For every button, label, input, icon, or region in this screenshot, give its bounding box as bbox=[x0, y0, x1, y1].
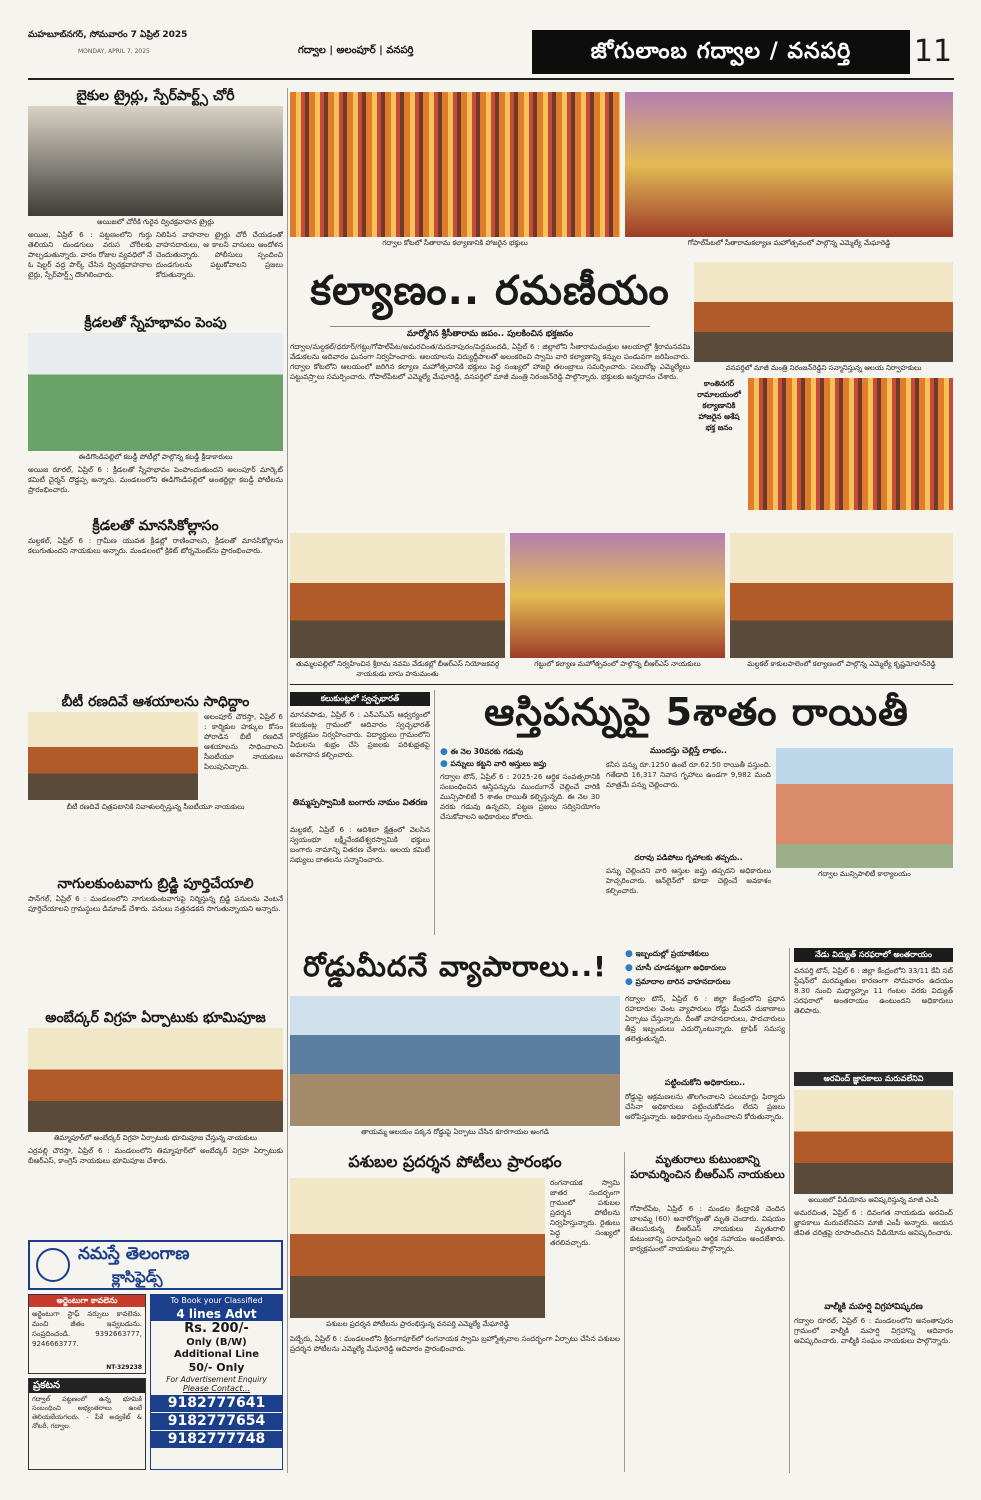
booking-price: Rs. 200/- bbox=[184, 1321, 249, 1336]
wanted-body: అర్జెంటుగా స్టాఫ్ నర్సులు కావలెను. మంచి జీతం ఇవ్వబడును. సంప్రదించండి. 9392663777, 9246663777. bbox=[32, 1310, 142, 1348]
booking-lines: 4 lines Advt bbox=[151, 1307, 282, 1321]
vyaparam-bullet-2: ● చూసీ చూడనట్లుగా అధికారులు bbox=[625, 963, 727, 973]
bridge-body: పాన్‌గల్, ఏప్రిల్ 6 : మండలంలోని నాగులకుంటవాగుపై నిర్మిస్తున్న బ్రిడ్జి పనులను వెంటనే పూర్తిచేయాలని గ్రామస్థులు డిమాండ్ చేశారు. పనులు నత్తనడకన సాగుతున్నాయని అన్నారు. bbox=[28, 894, 283, 913]
vyaparam-bullet-2-text: చూసీ చూడనట్లుగా అధికారులు bbox=[635, 963, 727, 972]
column-divider bbox=[624, 1152, 625, 1472]
classified-seal-icon bbox=[36, 1248, 70, 1282]
property-caption: గద్వాల మున్సిపాలిటీ కార్యాలయం bbox=[818, 870, 911, 878]
bike-caption: అయిజలో చోరీకి గురైన ద్విచక్రవాహన ట్రైర్లు bbox=[97, 218, 214, 226]
ambedkar-body: ఎర్రవల్లి చౌరస్తా, ఏప్రిల్ 6 : మండలంలోని తిమ్మాపూర్‌లో అంబేద్కర్ విగ్రహ ఏర్పాటుకు బీఆర్‌ఎస్, కాంగ్రెస్ నాయకులు భూమిపూజ చేశారు. bbox=[28, 1146, 283, 1165]
cattle-caption: పశుబల ప్రదర్శన పోటీలను ప్రారంభిస్తున్న వనపర్తి ఎమ్మెల్యే మేఘారెడ్డి bbox=[326, 1320, 509, 1328]
column-divider bbox=[287, 88, 288, 1473]
property-box-body: కనీస పన్ను రూ.1250 ఉంటే రూ.62.50 రాయితీ వస్తుంది. గతేడాది 16,317 నివాస గృహాలు ఉండగా 9,982 మంది మాత్రమే పన్ను చెల్లించారు. bbox=[606, 760, 771, 789]
power-headline: నేడు విద్యుత్ సరఫరాలో అంతరాయం bbox=[794, 948, 953, 962]
vyaparam-body2: రోడ్డుపై ఆక్రమణలను తొలగించాలని పలుమార్లు ఫిర్యాదు చేసినా అధికారులు పట్టించుకోవడం లేదని ప్రజలు ఆరోపిస్తున్నారు. అధికారులు స్పందించాలని కోరుతున్నారు. bbox=[625, 1092, 785, 1121]
vyaparam-bullet-3: ● ప్రమాదాల బారిన వాహనదారులు bbox=[625, 977, 731, 987]
vyaparam-photo bbox=[290, 996, 620, 1126]
property-sub2: దరావు పడిపోలు గృహాలకు తప్పదు.. bbox=[634, 853, 743, 862]
property-body2: పన్ను చెల్లించని వారి ఆస్తుల జప్తు తప్పదని అధికారులు హెచ్చరించారు. ఆన్‌లైన్‌లో కూడా చెల్లించే అవకాశం కల్పించారు. bbox=[606, 866, 771, 895]
prakatana-body: గద్వాల్ పట్టణంలో ఉన్న భూమికి సంబంధించి అభ్యంతరాలు ఉంటే తెలియజేయగలరు. - పీకే అడ్వకేట్ & నోటరీ, గద్వాల. bbox=[32, 1395, 142, 1430]
kalyanam-subhead: మార్మోగిన శ్రీసీతారామ జపం.. పులకించిన భక్తజనం bbox=[330, 326, 650, 341]
booking-add-price: 50/- Only bbox=[188, 1361, 245, 1374]
masthead-locations: గద్వాల | అలంపూర్ | వనపర్తి bbox=[298, 45, 414, 56]
masthead-rule bbox=[28, 78, 954, 80]
bridge-headline: నాగులకుంటవాగు బ్రిడ్జి పూర్తిచేయాలి bbox=[57, 876, 254, 892]
vyaparam-bullet-1: ● ఇబ్బందుల్లో ప్రయాణికులు bbox=[625, 949, 709, 959]
family-headline: మృతురాలు కుటుంబాన్ని పరామర్శించిన బీఆర్‌ఎస్ నాయకులు bbox=[630, 1153, 785, 1181]
sports-caption: ఈడిగొండిపల్లిలో కబడ్డీ పోటీల్లో పాల్గొన్న కబడ్డీ క్రీడాకారులు bbox=[78, 453, 233, 461]
date-line: మహబూబ్‌నగర్, సోమవారం 7 ఏప్రిల్ 2025 bbox=[28, 30, 188, 40]
bike-body-a: అయిజ, ఏప్రిల్ 6 : పట్టణంలోని గుర్తు తెలియని దుండగులు వరుస చోరీలకు పాల్పడుతున్నారు. వారం రోజుల వ్యవధిలో నే ఓ షెల్టర్ వద్ద పార్క్‌ చేసిన ద్విచక్రవాహనాల టైర్లు, స్పేర్‌పార్ట్స్ దొంగిలించారు. bbox=[28, 230, 152, 279]
vyaparam-body: గద్వాల టౌన్, ఏప్రిల్ 6 : జిల్లా కేంద్రంలోని ప్రధాన రహదారుల వెంట వ్యాపారులు రోడ్డు మీదనే దుకాణాలు ఏర్పాటు చేస్తున్నారు. దీంతో వాహనదారులు, పాదచారులు తీవ్ర ఇబ్బందులు ఎదుర్కొంటున్నారు. ట్రాఫిక్ సమస్య తలెత్తుతున్నది. bbox=[625, 994, 785, 1043]
booking-line: To Book your Classified bbox=[151, 1295, 282, 1307]
kalyanam-photo-niranjan bbox=[694, 262, 953, 362]
power-caption: అయిజలో వీడియోను ఆవిష్కరిస్తున్న మాజీ ఎంపీ bbox=[808, 1196, 939, 1204]
ambedkar-caption: తిమ్మాపూర్‌లో అంబేద్కర్ విగ్రహ ఏర్పాటుకు భూమిపూజ చేస్తున్న నాయకులు bbox=[53, 1134, 258, 1142]
cattle-headline: పశుబల ప్రదర్శన పోటీలు ప్రారంభం bbox=[348, 1152, 562, 1171]
booking-only: Only (B/W) bbox=[186, 1337, 247, 1348]
property-box-title: ముందస్తు చెల్లిస్తే లాభం.. bbox=[650, 746, 727, 755]
property-bullet-2-text: పన్నులు కట్టని వారి ఆస్తులు జప్తు bbox=[450, 759, 547, 768]
sports-photo bbox=[28, 333, 283, 451]
kalyanam-photo-b3 bbox=[730, 533, 953, 658]
column-divider bbox=[434, 690, 435, 935]
btr-body: అలంపూర్ చౌరస్తా, ఏప్రిల్ 6 : కార్మికుల హక్కుల కోసం పోరాడిన బీటీ రణదివే ఆశయాలను సాధించాలని సీఐటీయూ నాయకులు పిలుపునిచ్చారు. bbox=[204, 712, 283, 771]
wanted-ad bbox=[28, 1294, 146, 1374]
sports2-body: మల్దకల్, ఏప్రిల్ 6 : గ్రామీణ యువత క్రీడల్లో రాణించాలని, క్రీడలతో మానసికోల్లాసం కలుగుతుందని నాయకులు అన్నారు. మండలంలో క్రికెట్ టోర్నమెంట్‌ను ప్రారంభించారు. bbox=[28, 536, 283, 555]
btr-headline: బీటీ రణదివే ఆశయాలను సాధిద్దాం bbox=[61, 694, 250, 710]
power-sub: అరవింద్ జ్ఞాపకాలు మరువలేనివి bbox=[794, 1072, 953, 1086]
btr-photo bbox=[28, 712, 198, 800]
power-body: వనపర్తి టౌన్, ఏప్రిల్ 6 : జిల్లా కేంద్రంలోని 33/11 కేవీ సబ్ స్టేషన్‌లో మరమ్మతుల కారణంగా సోమవారం ఉదయం 8.30 నుంచి మధ్యాహ్నం 11 గంటల వరకు విద్యుత్ సరఫరాలో అంతరాయం ఉంటుందని అధికారులు తెలిపారు. bbox=[794, 966, 953, 1015]
phone-number: 9182777654 bbox=[151, 1413, 282, 1430]
property-photo bbox=[776, 748, 953, 868]
booking-enquiry: For Advertisement Enquiry bbox=[166, 1375, 267, 1384]
property-bullet-1: ● ఈ నెల 30వరకు గడువు bbox=[440, 747, 524, 757]
kalyanam-caption-b1: తుమ్మలపల్లిలో నిర్వహించిన శ్రీరామ నవమి వేడుకల్లో బీఆర్‌ఎస్ నియోజకవర్గ నాయకుడు బాసు హనుమంతు bbox=[295, 660, 500, 678]
sports-headline: క్రీడలతో స్నేహభావం పెంపు bbox=[84, 315, 227, 331]
bike-headline: బైకుల ట్రైర్లు, స్పేర్‌పార్ట్స్ చోరీ bbox=[76, 88, 235, 104]
kalyanam-photo-kanthinagar bbox=[748, 378, 953, 510]
section-title: జోగులాంబ గద్వాల / వనపర్తి bbox=[532, 30, 910, 74]
kalyanam-caption-left: గద్వాల కోటలో సీతారామ కల్యాణానికి హాజరైన భక్తులు bbox=[382, 239, 528, 247]
kalyanam-photo-b2 bbox=[510, 533, 725, 658]
masthead-date bbox=[28, 30, 288, 70]
nt-code: NT-329238 bbox=[106, 1364, 142, 1371]
cattle-side: రంగనాయక స్వామి జాతర సందర్భంగా గ్రామంలో పశుబల ప్రదర్శన పోటీలను నిర్వహిస్తున్నారు. రైతులు పెద్ద సంఖ్యలో తరలివచ్చారు. bbox=[550, 1178, 620, 1247]
phone-number: 9182777748 bbox=[151, 1431, 282, 1448]
swachh-body2: మల్దకల్, ఏప్రిల్ 6 : ఆదిశిలా క్షేత్రంలో వెలసిన స్వయంభూ లక్ష్మీవేంకటేశ్వరస్వామికి భక్తులు బంగారు నామాన్ని వితరణ చేశారు. ఆలయ కమిటీ సభ్యులు దాతలను సన్మానించారు. bbox=[290, 825, 430, 864]
kalyanam-photo-b1 bbox=[290, 533, 505, 658]
kalyanam-caption-side: కాంతినగర్ రామాలయంలో కల్యాణానికి హాజరైన ఆశేష భక్త జనం bbox=[697, 379, 741, 432]
swachh-body: మానవపాడు, ఏప్రిల్ 6 : ఎన్‌ఎస్‌ఎస్ ఆధ్వర్యంలో కలుకుంట్ల గ్రామంలో ఆదివారం స్వచ్ఛభారత్ కార్యక్రమం నిర్వహించారు. విద్యార్థులు గ్రామంలోని వీధులను శుభ్రం చేసి ప్రజలకు పరిశుభ్రతపై అవగాహన కల్పించారు. bbox=[290, 710, 430, 759]
classified-brand-top: నమస్తే తెలంగాణ bbox=[78, 1244, 190, 1264]
sports-body: అయిజ రూరల్, ఏప్రిల్ 6 : క్రీడలతో స్నేహభావం పెంపొందుతుందని అలంపూర్ మార్కెట్ కమిటీ చైర్మన్ దొడ్డప్ప అన్నారు. మండలంలోని ఈడిగొండిపల్లిలో అంతర్జిల్లా కబడ్డీ పోటీలను ప్రారంభించారు. bbox=[28, 465, 283, 494]
booking-ad bbox=[150, 1294, 283, 1470]
ambedkar-photo bbox=[28, 1028, 283, 1132]
classified-banner bbox=[28, 1240, 283, 1290]
vyaparam-sub: పట్టించుకోని అధికారులు.. bbox=[664, 1078, 746, 1087]
prakatana-ad bbox=[28, 1378, 146, 1470]
phone-number: 9182777641 bbox=[151, 1395, 282, 1412]
swachh-tag: కలుకుంట్లలో స్వచ్ఛభారత్ bbox=[290, 692, 430, 706]
swachh-sub: తిమ్మప్పస్వామికి బంగారు నామం వితరణ bbox=[292, 798, 428, 808]
kalyanam-caption-b2: గట్టులో కల్యాణ మహోత్సవంలో పాల్గొన్న బీఆర్‌ఎస్ నాయకులు bbox=[534, 660, 701, 668]
page-number: 11 bbox=[913, 34, 953, 69]
ambedkar-headline: అంబేద్కర్ విగ్రహ ఏర్పాటుకు భూమిపూజ bbox=[45, 1010, 266, 1026]
power-body2: అమరచింత, ఏప్రిల్ 6 : దివంగత నాయకుడు అరవింద్ జ్ఞాపకాలు మరువలేనివని మాజీ ఎంపీ అన్నారు. ఆయన జీవిత చరిత్రపై రూపొందించిన వీడియోను ఆవిష్కరించారు. bbox=[794, 1208, 953, 1237]
cattle-body: పెబ్బేరు, ఏప్రిల్ 6 : మండలంలోని శ్రీరంగాపూర్‌లో రంగనాయక స్వామి బ్రహ్మోత్సవాల సందర్భంగా ఏర్పాటు చేసిన పశుబల ప్రదర్శన పోటీలను ఎమ్మెల్యే మేఘారెడ్డి ఆదివారం ప్రారంభించారు. bbox=[290, 1334, 620, 1353]
section-rule bbox=[290, 684, 953, 685]
power-body3: గద్వాల రూరల్, ఏప్రిల్ 6 : మండలంలోని అనంతాపురం గ్రామంలో వాల్మీకి మహర్షి విగ్రహాన్ని ఆదివారం ఆవిష్కరించారు. వాల్మీకి సంఘం నాయకులు పాల్గొన్నారు. bbox=[794, 1316, 953, 1345]
prakatana-title: ప్రకటన bbox=[29, 1379, 145, 1393]
booking-additional: Additional Line bbox=[173, 1349, 260, 1360]
property-headline: ఆస్తిపన్నుపై 5శాతం రాయితీ bbox=[484, 690, 909, 734]
booking-contact: Please Contact... bbox=[182, 1384, 251, 1393]
classified-brand-bottom: క్లాసిఫైడ్స్ bbox=[112, 1268, 163, 1286]
bike-body-b: నిలిపిన వాహనాల ట్రైర్లు చోరీ చేయడంతో వాహనదారులు, ఆ కాలనీ వాసులు ఆందోళన చెందుతున్నారు. పోలీసులు స్పందించి దుండగులను పట్టుకోవాలని ప్రజలు కోరుతున్నారు. bbox=[156, 230, 283, 279]
vyaparam-bullet-3-text: ప్రమాదాల బారిన వాహనదారులు bbox=[635, 977, 731, 986]
wanted-title: అర్జెంటుగా కావలెను bbox=[29, 1295, 145, 1307]
column-divider bbox=[789, 948, 790, 1473]
sports2-headline: క్రీడలతో మానసికోల్లాసం bbox=[92, 518, 219, 534]
kalyanam-caption-b3: మల్దకల్ కాకులపాలెంలో కల్యాణంలో పాల్గొన్న ఎమ్మెల్యే కృష్ణమోహన్‌రెడ్డి bbox=[747, 660, 936, 668]
property-bullet-2: ● పన్నులు కట్టని వారి ఆస్తులు జప్తు bbox=[440, 759, 547, 769]
bike-photo bbox=[28, 106, 283, 216]
btr-caption: బీటీ రణదివే చిత్రపటానికి నివాళులర్పిస్తున్న సీఐటీయూ నాయకులు bbox=[66, 803, 245, 811]
kalyanam-headline: కల్యాణం.. రమణీయం bbox=[310, 268, 670, 314]
power-photo bbox=[794, 1090, 953, 1194]
property-body: గద్వాల టౌన్, ఏప్రిల్ 6 : 2025-26 ఆర్థిక సంవత్సరానికి సంబంధించిన ఆస్తిపన్నును ముందుగానే చెల్లించే వారికి మున్సిపాలిటీ 5 శాతం రాయితీ కల్పిస్తున్నది. ఈ నెల 30 వరకు గడువు ఉన్నదని, పట్టణ ప్రజలు సద్వినియోగం చేసుకోవాలని అధికారులు కోరారు. bbox=[440, 772, 600, 821]
vyaparam-bullet-1-text: ఇబ్బందుల్లో ప్రయాణికులు bbox=[635, 949, 709, 958]
vyaparam-headline: రోడ్డుమీదనే వ్యాపారాలు..! bbox=[303, 950, 607, 983]
property-bullet-1-text: ఈ నెల 30వరకు గడువు bbox=[450, 747, 524, 756]
kalyanam-caption-mid-right: వనపర్తిలో మాజీ మంత్రి నిరంజన్‌రెడ్డిని సన్మానిస్తున్న ఆలయ నిర్వాహకులు bbox=[725, 364, 922, 372]
vyaparam-caption: తాయమ్మ ఆలయం పక్కన రోడ్డుపై ఏర్పాటు చేసిన కూరగాయల అంగడి bbox=[361, 1128, 549, 1136]
date-line-en: MONDAY, APRIL 7, 2025 bbox=[78, 48, 150, 55]
family-body: గోపాల్‌పేట, ఏప్రిల్ 6 : మండల కేంద్రానికి చెందిన బాలమ్మ (60) అనారోగ్యంతో మృతి చెందారు. విషయం తెలుసుకున్న బీఆర్‌ఎస్ నాయకులు మృతురాలి కుటుంబాన్ని పరామర్శించి ఆర్థిక సహాయం అందజేశారు. కార్యక్రమంలో నాయకులు పాల్గొన్నారు. bbox=[630, 1204, 785, 1253]
kalyanam-caption-right: గోపాల్‌పేటలో సీతారామకల్యాణ మహోత్సవంలో పాల్గొన్న ఎమ్మెల్యే మేఘారెడ్డి bbox=[687, 239, 891, 247]
kalyanam-photo-temple bbox=[625, 92, 953, 237]
cattle-photo bbox=[290, 1178, 545, 1318]
power-sub2: వాల్మీకి మహర్షి విగ్రహావిష్కరణ bbox=[824, 1302, 923, 1312]
kalyanam-photo-crowd bbox=[290, 92, 620, 237]
kalyanam-body: గద్వాల/మల్దకల్/ధరూర్/గట్టు/గోపాల్‌పేట/అమరచింత/మదనాపురం/పెద్దమందడి, ఏప్రిల్ 6 : జిల్లాలోని సీతారామచంద్రుల ఆలయాల్లో శ్రీరామనవమి వేడుకలను ఆదివారం ఘనంగా నిర్వహించారు. ఆలయాలను విద్యుద్దీపాలతో అలంకరించి స్వామి వారి కల్యాణాన్ని కన్నుల పండువగా జరిపించారు. గద్వాల కోటలోని ఆలయంలో జరిగిన కల్యాణ మహోత్సవానికి భక్తులు పెద్ద సంఖ్యలో హాజరై తలంబ్రాలు సమర్పించారు. పలుచోట్ల ఎమ్మెల్యేలు పట్టువస్ర్తాలు సమర్పించారు. గోపాల్‌పేటలో ఎమ్మెల్యే మేఘారెడ్డి, వనపర్తిలో మాజీ మంత్రి నిరంజన్‌రెడ్డి పాల్గొన్నారు. భక్తులకు అన్నదానం చేశారు. bbox=[290, 342, 690, 381]
